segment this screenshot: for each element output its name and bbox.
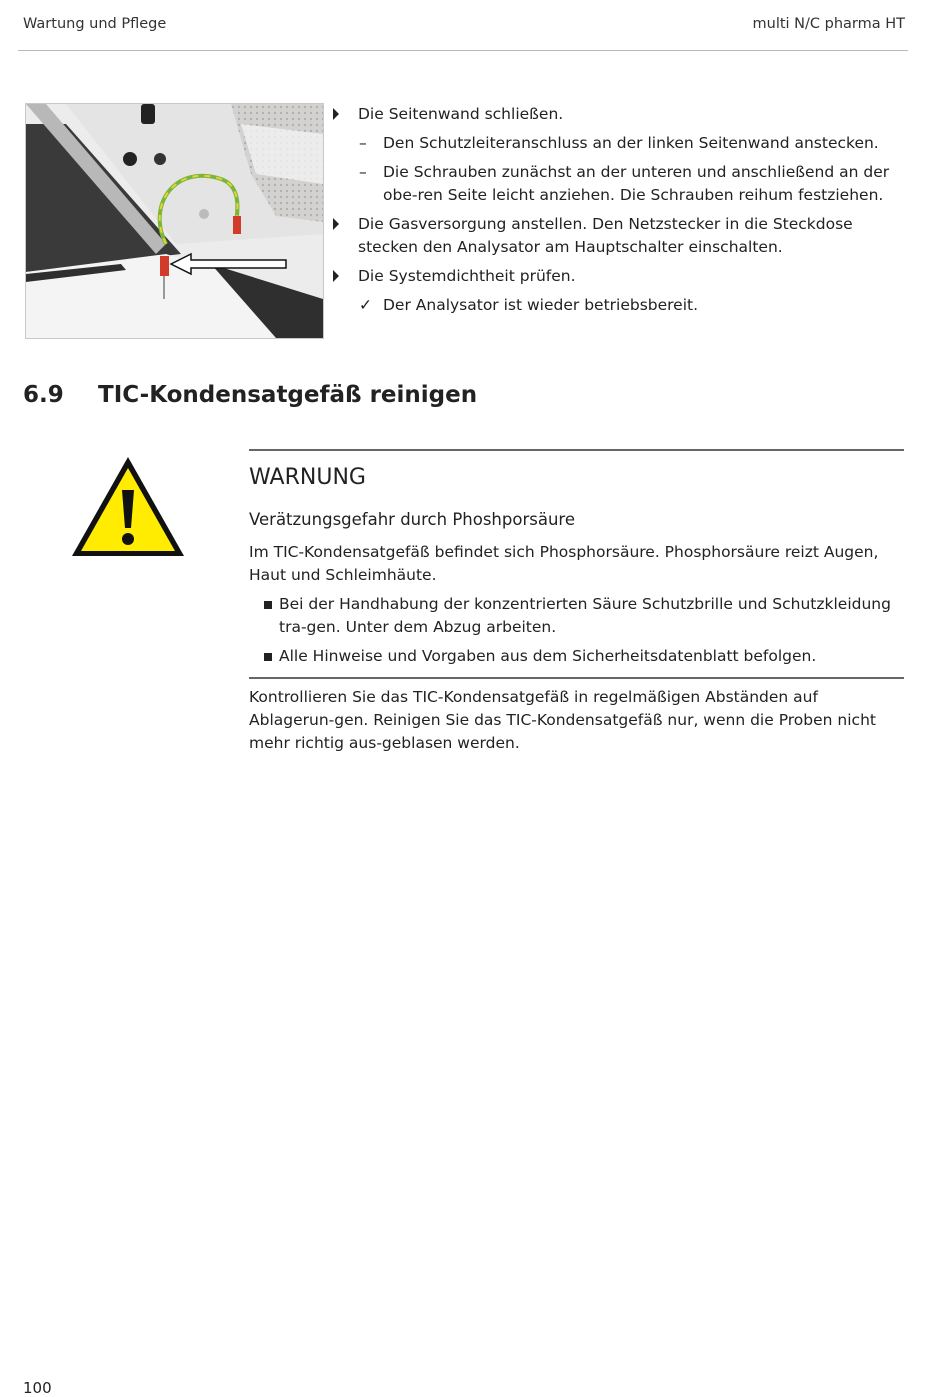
warning-text: Im TIC-Kondensatgefäß befindet sich Phosphorsäure. Phosphorsäure reizt Augen, Haut und Schleimhäute. (249, 543, 879, 584)
result-item (333, 294, 903, 317)
warning-heading: WARNUNG (249, 465, 366, 490)
header-divider (18, 50, 908, 51)
dash-marker: – (359, 134, 367, 152)
square-bullet-icon (264, 653, 272, 661)
warning-list-item (249, 645, 904, 668)
running-header-product: multi N/C pharma HT (752, 16, 905, 32)
running-header-chapter: Wartung und Pflege (23, 16, 167, 32)
substep-item (333, 161, 903, 207)
step-arrow-icon (333, 265, 339, 289)
warning-subheading: Verätzungsgefahr durch Phoshporsäure (249, 510, 575, 529)
side-wall-illustration (26, 104, 323, 338)
substep-text: Den Schutzleiteranschluss an der linken Seitenwand anstecken. (383, 134, 879, 152)
step-item (333, 265, 903, 288)
result-text: Der Analysator ist wieder betriebsbereit. (383, 296, 699, 314)
step-list (333, 103, 903, 323)
step-text: Die Seitenwand schließen. (358, 105, 564, 123)
checkmark-icon: ✓ (359, 296, 372, 314)
warning-item-text: Alle Hinweise und Vorgaben aus dem Sicherheitsdatenblatt befolgen. (279, 647, 817, 665)
dash-marker: – (359, 163, 367, 181)
substep-item (333, 132, 903, 155)
step-arrow-icon (333, 213, 339, 237)
warning-item-text: Bei der Handhabung der konzentrierten Säure Schutzbrille und Schutzkleidung tra-gen. Unter dem Abzug arbeiten. (279, 595, 891, 636)
substep-text: Die Schrauben zunächst an der unteren und anschließend an der obe-ren Seite leicht anziehen. Die Schrauben reihum festziehen. (383, 163, 890, 204)
step-text: Die Gasversorgung anstellen. Den Netzstecker in die Steckdose stecken den Analysator am Hauptschalter einschalten. (358, 215, 853, 256)
warning-list (249, 593, 904, 674)
page-number: 100 (23, 1379, 52, 1397)
step-item (333, 213, 903, 259)
step-arrow-icon (333, 103, 339, 127)
warning-bottom-rule (249, 677, 904, 679)
side-wall-photo (25, 103, 324, 339)
warning-triangle-icon (69, 454, 187, 559)
section-number: 6.9 (23, 382, 64, 408)
section-title: TIC-Kondensatgefäß reinigen (98, 382, 478, 408)
step-item (333, 103, 903, 126)
body-paragraph: Kontrollieren Sie das TIC-Kondensatgefäß in regelmäßigen Abständen auf Ablagerun-gen. Reinigen Sie das TIC-Kondensatgefäß nur, wenn die Proben nicht mehr richtig aus-geblasen werden. (249, 688, 876, 752)
warning-top-rule (249, 449, 904, 451)
step-text: Die Systemdichtheit prüfen. (358, 267, 576, 285)
square-bullet-icon (264, 601, 272, 609)
warning-list-item (249, 593, 904, 639)
